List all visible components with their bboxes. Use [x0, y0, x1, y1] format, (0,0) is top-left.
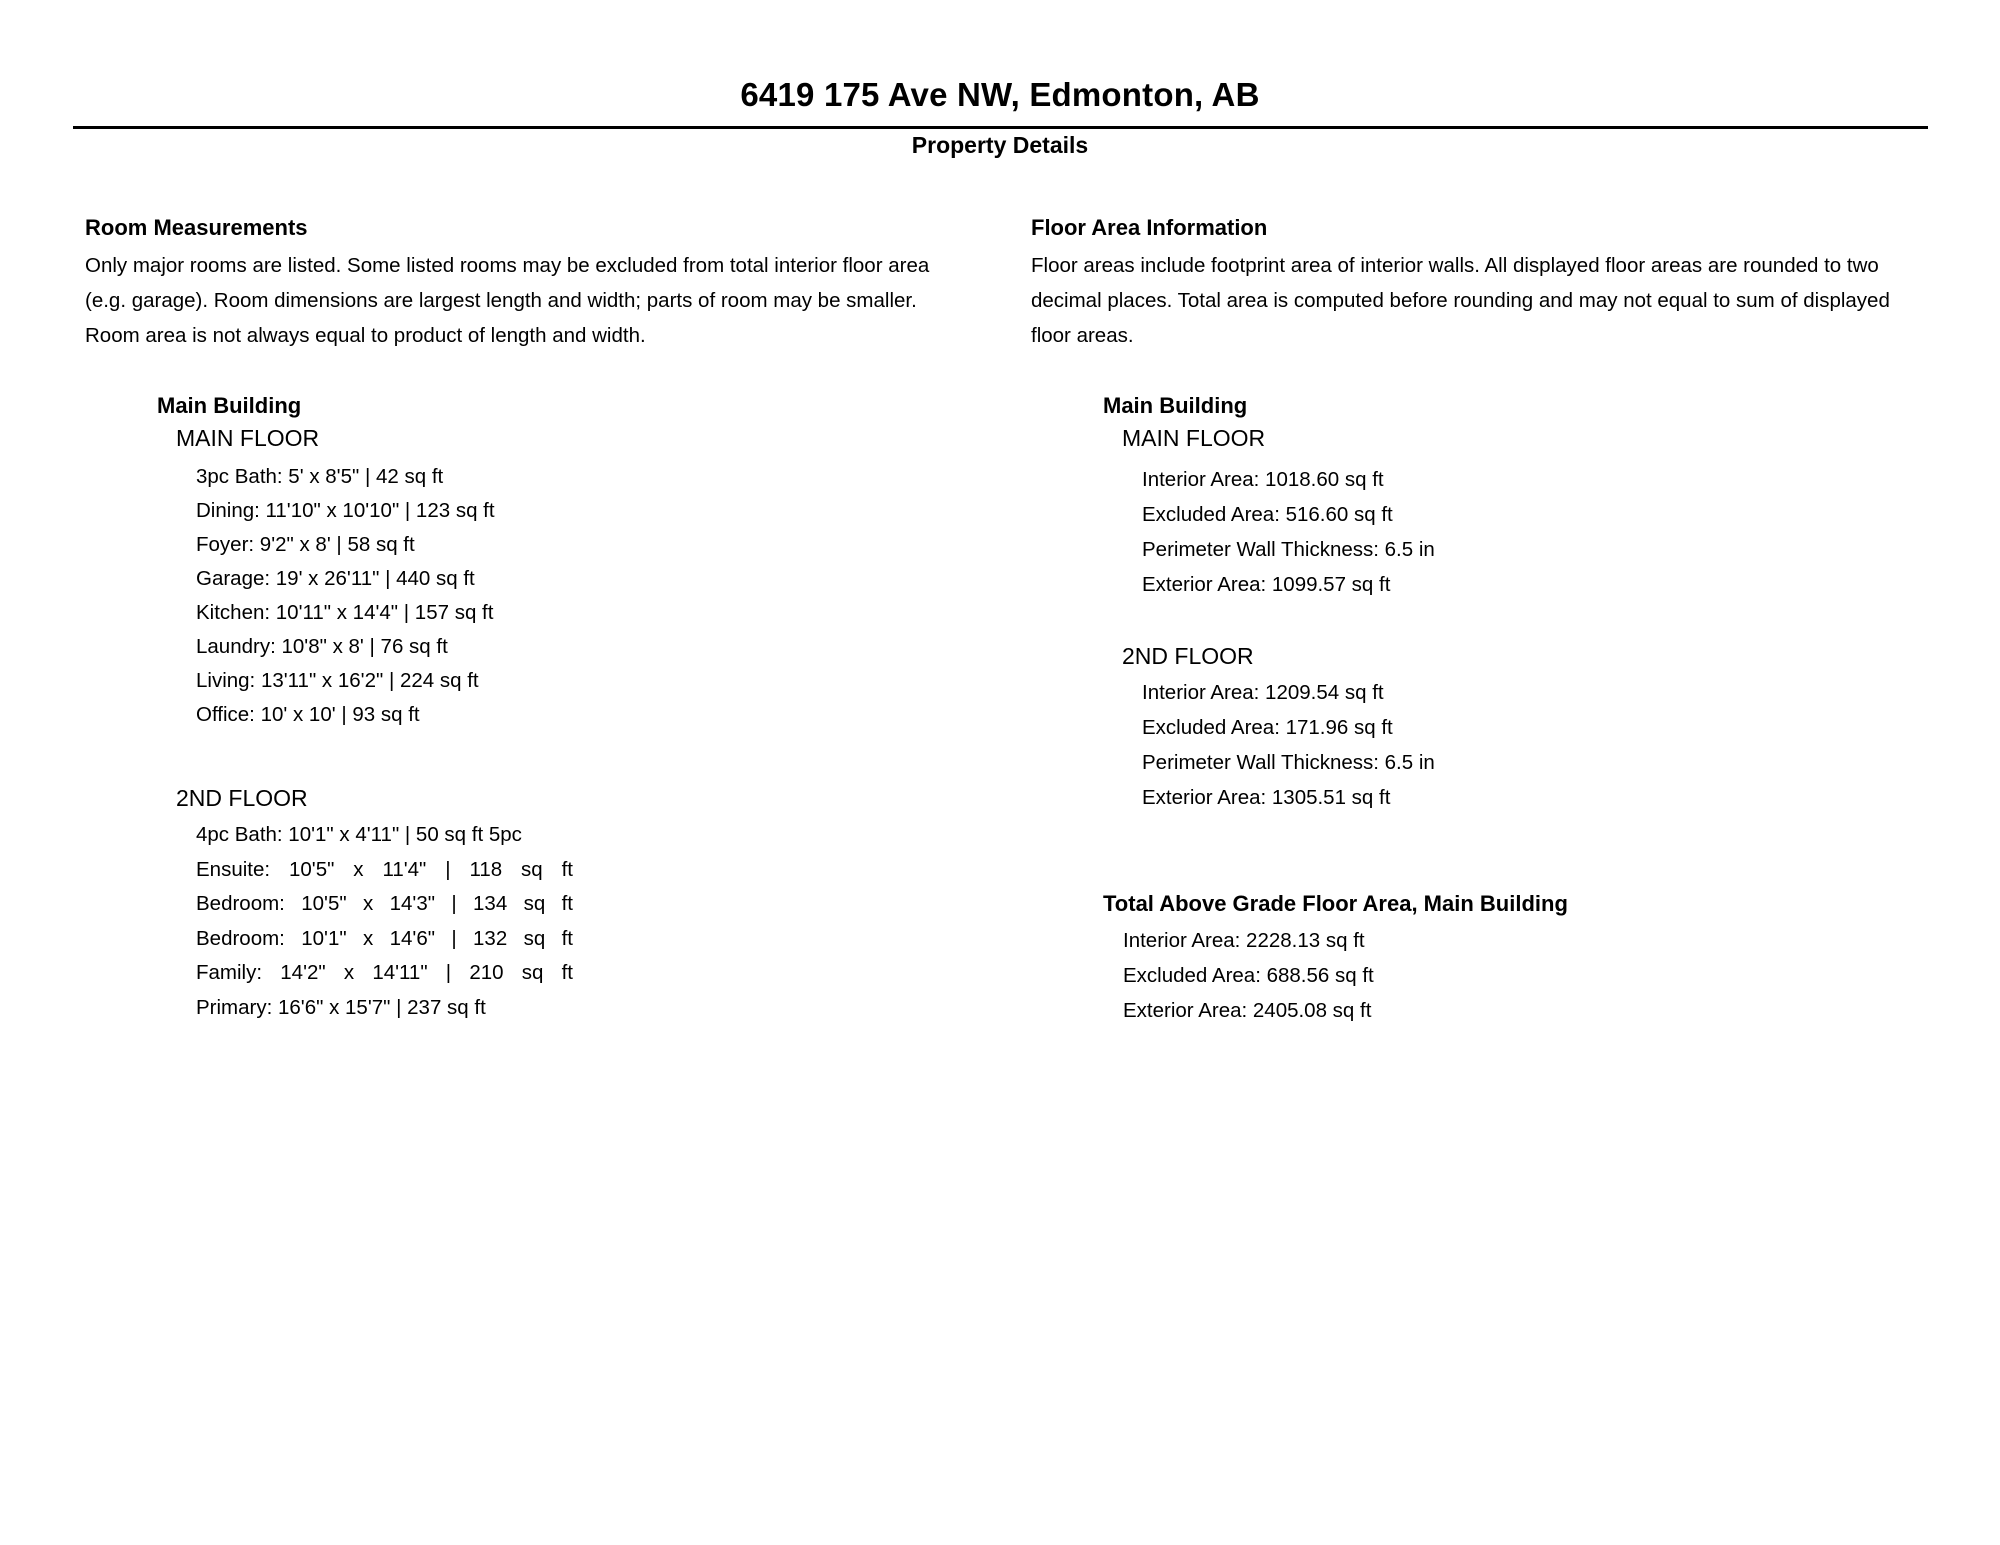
- floor-area-stat: Interior Area: 1209.54 sq ft: [1142, 681, 1384, 704]
- room-measurement: Living: 13'11" x 16'2" | 224 sq ft: [196, 669, 479, 692]
- page-header: [0, 0, 2000, 160]
- floor-area-stat: Excluded Area: 688.56 sq ft: [1123, 964, 1374, 987]
- floor-area-stat: Interior Area: 2228.13 sq ft: [1123, 929, 1365, 952]
- description-line: floor areas.: [1031, 324, 1134, 347]
- floor-area-information-heading: Floor Area Information: [1031, 215, 1268, 240]
- floor-area-stat: Exterior Area: 2405.08 sq ft: [1123, 999, 1372, 1022]
- title-divider: [73, 126, 1928, 129]
- description-line: Floor areas include footprint area of interior walls. All displayed floor areas are rounded to two: [1031, 254, 1879, 277]
- building-name: Main Building: [157, 393, 302, 418]
- room-measurement: Bedroom: 10'1" x 14'6" | 132 sq ft: [196, 926, 573, 950]
- room-measurement: Garage: 19' x 26'11" | 440 sq ft: [196, 567, 475, 590]
- description-line: (e.g. garage). Room dimensions are largest length and width; parts of room may be smaller.: [85, 289, 917, 312]
- room-measurement: 3pc Bath: 5' x 8'5" | 42 sq ft: [196, 465, 444, 488]
- room-measurement: Ensuite: 10'5" x 11'4" | 118 sq ft: [196, 857, 573, 881]
- floor-area-stat: Exterior Area: 1099.57 sq ft: [1142, 573, 1391, 596]
- room-measurement: Bedroom: 10'5" x 14'3" | 134 sq ft: [196, 892, 573, 915]
- main-floor-room-list: [196, 460, 1010, 732]
- second-floor-area-stats: [1142, 675, 1976, 815]
- floor-name-main-floor: MAIN FLOOR: [1122, 425, 1266, 451]
- floor-area-stat: Interior Area: 1018.60 sq ft: [1142, 468, 1384, 491]
- floor-area-information-section: [1031, 213, 1976, 1028]
- floor-name-main-floor: MAIN FLOOR: [176, 425, 320, 451]
- total-above-grade-heading: Total Above Grade Floor Area, Main Building: [1103, 891, 1568, 916]
- floor-name-2nd-floor: 2ND FLOOR: [1122, 643, 1254, 669]
- total-area-stats: [1123, 923, 1976, 1028]
- description-line: decimal places. Total area is computed before rounding and may not equal to sum of displayed: [1031, 289, 1890, 312]
- room-measurements-description: [85, 248, 1010, 353]
- floor-area-stat: Excluded Area: 171.96 sq ft: [1142, 716, 1393, 739]
- floor-area-stat: Perimeter Wall Thickness: 6.5 in: [1142, 751, 1435, 774]
- room-measurements-section: [85, 213, 1010, 1025]
- room-measurement: Primary: 16'6" x 15'7" | 237 sq ft: [196, 995, 486, 1019]
- floor-name-2nd-floor: 2ND FLOOR: [176, 785, 308, 811]
- floor-area-stat: Exterior Area: 1305.51 sq ft: [1142, 786, 1391, 809]
- floor-area-description: [1031, 248, 1976, 353]
- second-floor-room-list: [196, 818, 573, 1025]
- room-measurement: 4pc Bath: 10'1" x 4'11" | 50 sq ft 5pc: [196, 823, 522, 846]
- description-line: Room area is not always equal to product of length and width.: [85, 324, 646, 347]
- floor-area-stat: Perimeter Wall Thickness: 6.5 in: [1142, 538, 1435, 561]
- page-subtitle: Property Details: [911, 132, 1089, 158]
- page-title: 6419 175 Ave NW, Edmonton, AB: [740, 76, 1260, 113]
- room-measurement: Laundry: 10'8" x 8' | 76 sq ft: [196, 635, 448, 658]
- room-measurement: Foyer: 9'2" x 8' | 58 sq ft: [196, 533, 415, 556]
- room-measurement: Office: 10' x 10' | 93 sq ft: [196, 703, 420, 726]
- building-name: Main Building: [1103, 393, 1248, 418]
- floor-area-stat: Excluded Area: 516.60 sq ft: [1142, 503, 1393, 526]
- main-floor-area-stats: [1142, 462, 1976, 602]
- room-measurements-heading: Room Measurements: [85, 215, 308, 240]
- room-measurement: Kitchen: 10'11" x 14'4" | 157 sq ft: [196, 601, 494, 624]
- room-measurement: Dining: 11'10" x 10'10" | 123 sq ft: [196, 499, 495, 522]
- description-line: Only major rooms are listed. Some listed rooms may be excluded from total interior floor area: [85, 254, 930, 277]
- room-measurement: Family: 14'2" x 14'11" | 210 sq ft: [196, 961, 573, 984]
